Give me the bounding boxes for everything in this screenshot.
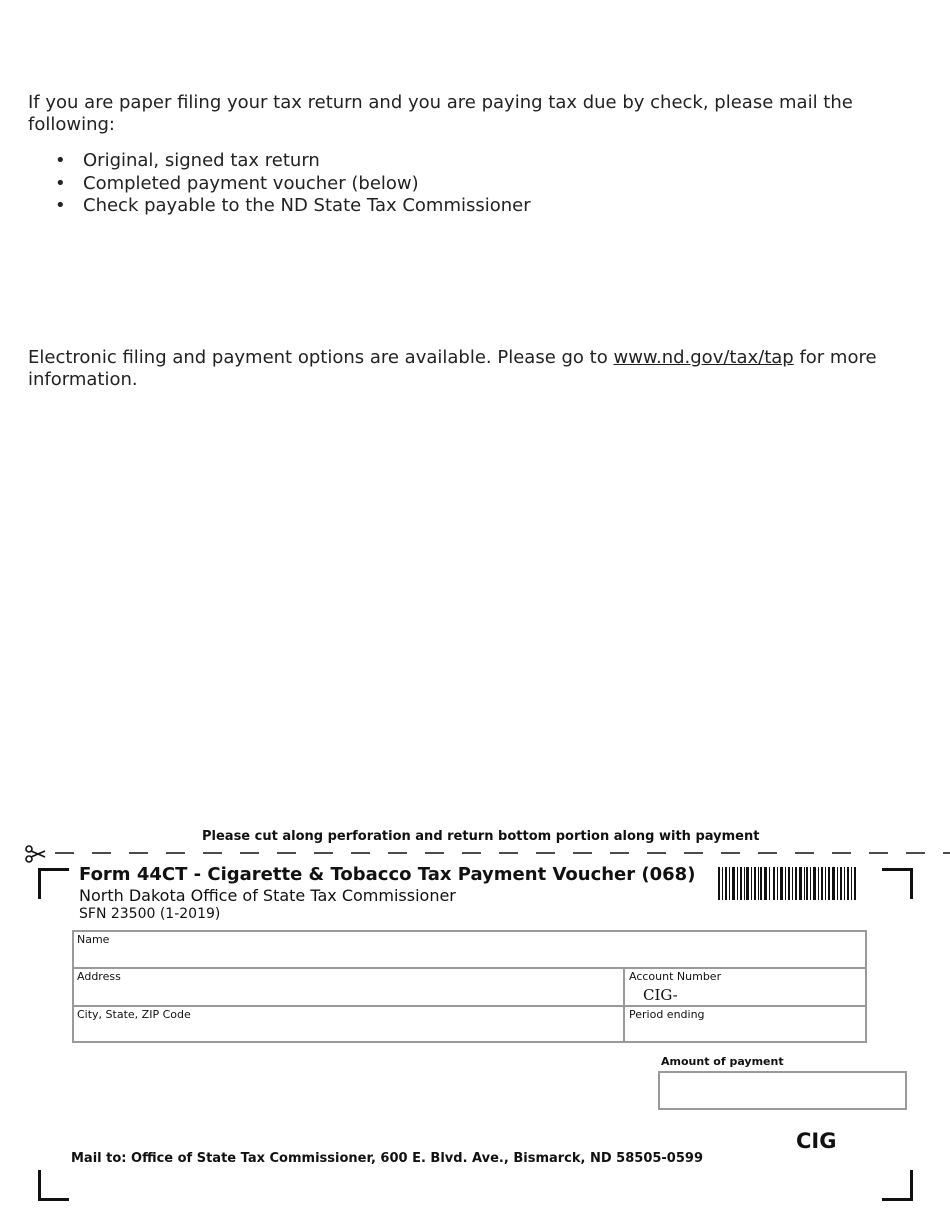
corner-mark-top-right <box>882 868 913 899</box>
mailing-address: Mail to: Office of State Tax Commissioner, 600 E. Blvd. Ave., Bismarck, ND 58505-0599 <box>71 1151 703 1166</box>
mailing-instructions: If you are paper filing your tax return and you are paying tax due by check, please mail the following: <box>28 92 853 135</box>
electronic-filing-note <box>28 347 920 391</box>
efile-text-before: Electronic filing and payment options are available. Please go to <box>28 347 614 368</box>
address-field[interactable] <box>74 969 624 1006</box>
city-state-zip-label: City, State, ZIP Code <box>77 1008 191 1021</box>
tax-type-code: CIG <box>796 1129 837 1153</box>
amount-of-payment-label: Amount of payment <box>661 1055 784 1068</box>
account-number-field[interactable] <box>626 969 865 1006</box>
address-label: Address <box>77 970 121 983</box>
amount-of-payment-field[interactable] <box>658 1071 907 1110</box>
account-number-label: Account Number <box>629 970 722 983</box>
mailing-checklist <box>55 150 531 218</box>
name-label: Name <box>77 933 110 946</box>
corner-mark-bottom-right <box>882 1170 913 1201</box>
account-prefix: CIG- <box>643 986 678 1004</box>
scissors-icon <box>26 846 45 862</box>
taxpayer-info-grid <box>72 930 867 1043</box>
efile-text-after: for more information. <box>28 347 877 390</box>
barcode-image <box>718 867 858 901</box>
list-item: • Check payable to the ND State Tax Commissioner <box>55 195 531 218</box>
city-state-zip-field[interactable] <box>74 1007 624 1043</box>
period-ending-label: Period ending <box>629 1008 705 1021</box>
name-field[interactable] <box>74 932 865 968</box>
tap-link[interactable]: www.nd.gov/tax/tap <box>613 347 794 368</box>
corner-mark-bottom-left <box>38 1170 69 1201</box>
list-item: • Completed payment voucher (below) <box>55 173 531 196</box>
corner-mark-top-left <box>38 868 69 899</box>
column-divider <box>623 968 625 1043</box>
list-item: • Original, signed tax return <box>55 150 531 173</box>
voucher-title: Form 44CT - Cigarette & Tobacco Tax Payment Voucher (068) <box>79 864 696 885</box>
period-ending-field[interactable] <box>626 1007 865 1043</box>
form-number: SFN 23500 (1-2019) <box>79 906 221 922</box>
agency-name: North Dakota Office of State Tax Commissioner <box>79 886 456 905</box>
perforation-note: Please cut along perforation and return bottom portion along with payment <box>202 829 760 844</box>
